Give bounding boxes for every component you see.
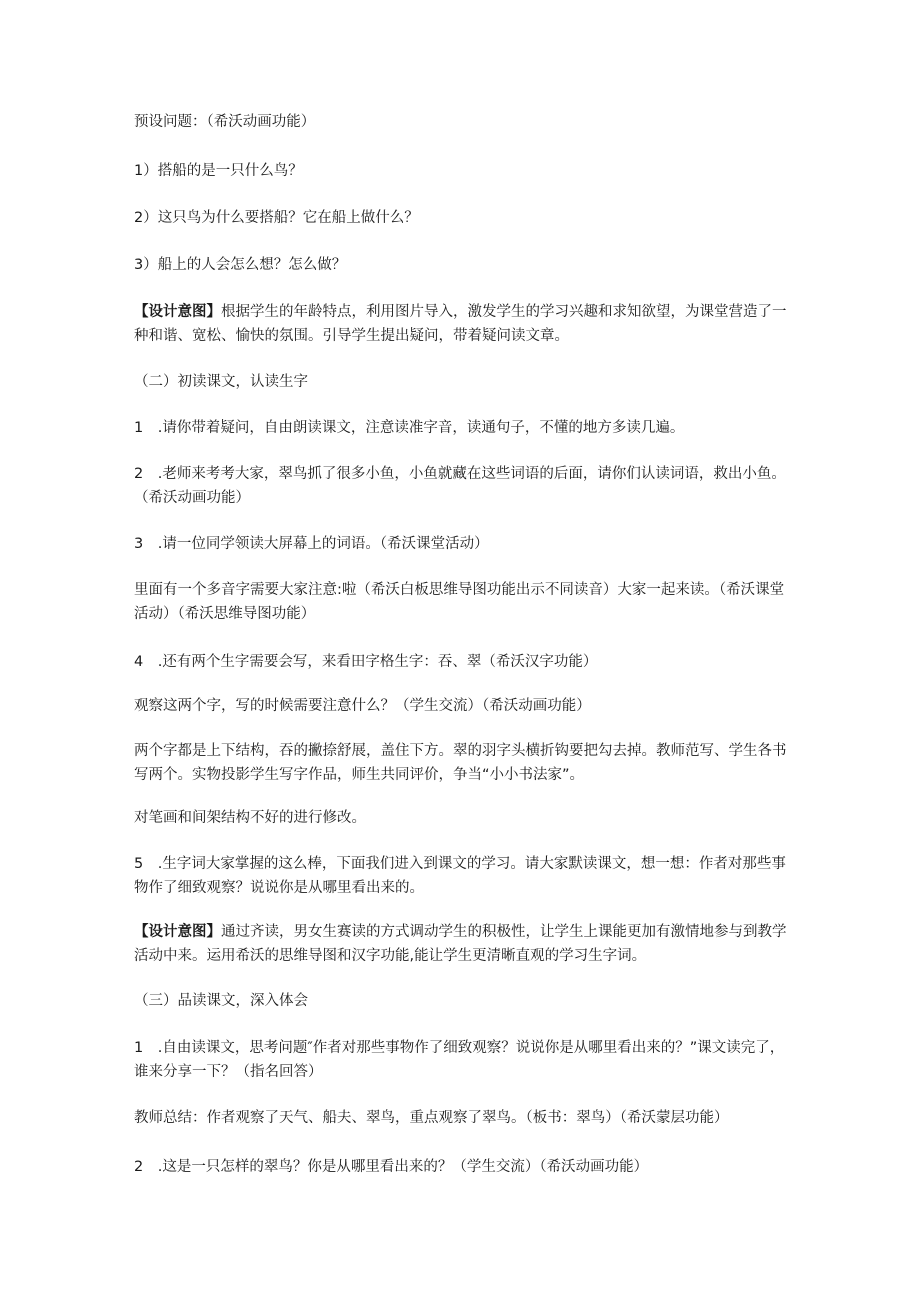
paragraph: 里面有一个多音字需要大家注意:啦（希沃白板思维导图功能出示不同读音）大家一起来读。（希沃课堂活动）（希沃思维导图功能） <box>134 582 785 622</box>
paragraph: 对笔画和间架结构不好的进行修改。 <box>134 810 366 826</box>
paragraph: 2 .老师来考考大家，翠鸟抓了很多小鱼，小鱼就藏在这些词语的后面，请你们认读词语，救出小鱼。（希沃动画功能） <box>134 466 786 506</box>
paragraph: 3 .请一位同学领读大屏幕上的词语。（希沃课堂活动） <box>134 536 489 552</box>
paragraph: 4 .还有两个生字需要会写，来看田字格生字：吞、翠（希沃汉字功能） <box>134 654 598 670</box>
paragraph: 【设计意图】通过齐读，男女生赛读的方式调动学生的积极性，让学生上课能更加有激情地参与到教学活动中来。运用希沃的思维导图和汉字功能,能让学生更清晰直观的学习生字词。 <box>134 924 787 964</box>
paragraph: 2）这只鸟为什么要搭船？它在船上做什么？ <box>134 210 419 226</box>
paragraph: 1 .请你带着疑问，自由朗读课文，注意读准字音，读通句子，不懂的地方多读几遍。 <box>134 420 685 436</box>
paragraph: 1 .自由读课文，思考问题″作者对那些事物作了细致观察？说说你是从哪里看出来的？”课文读完了，谁来分享一下？（指名回答） <box>134 1040 785 1080</box>
paragraph: 5 .生字词大家掌握的这么棒，下面我们进入到课文的学习。请大家默读课文，想一想：作者对那些事物作了细致观察？说说你是从哪里看出来的。 <box>134 856 786 896</box>
section-heading: （二）初读课文，认读生字 <box>134 374 308 390</box>
design-intent-label: 【设计意图】 <box>134 924 221 940</box>
paragraph: 1）搭船的是一只什么鸟？ <box>134 163 303 179</box>
paragraph: 教师总结：作者观察了天气、船夫、翠鸟，重点观察了翠鸟。（板书：翠鸟）（希沃蒙层功能） <box>134 1110 729 1126</box>
paragraph: 两个字都是上下结构，吞的撇捺舒展，盖住下方。翠的羽字头横折钩要把勾去掉。教师范写、学生各书写两个。实物投影学生写字作品，师生共同评价，争当“小小书法家”。 <box>134 743 787 783</box>
paragraph: 预设问题：（希沃动画功能） <box>134 114 316 130</box>
paragraph: 【设计意图】根据学生的年龄特点，利用图片导入，激发学生的学习兴趣和求知欲望，为课堂营造了一种和谐、宽松、愉快的氛围。引导学生提出疑问，带着疑问读文章。 <box>134 304 787 344</box>
paragraph: 观察这两个字，写的时候需要注意什么？（学生交流）（希沃动画功能） <box>134 698 591 714</box>
section-heading: （三）品读课文，深入体会 <box>134 993 308 1009</box>
paragraph: 2 .这是一只怎样的翠鸟？你是从哪里看出来的？（学生交流）（希沃动画功能） <box>134 1159 649 1175</box>
design-intent-label: 【设计意图】 <box>134 304 221 320</box>
paragraph: 3）船上的人会怎么想？怎么做？ <box>134 257 347 273</box>
